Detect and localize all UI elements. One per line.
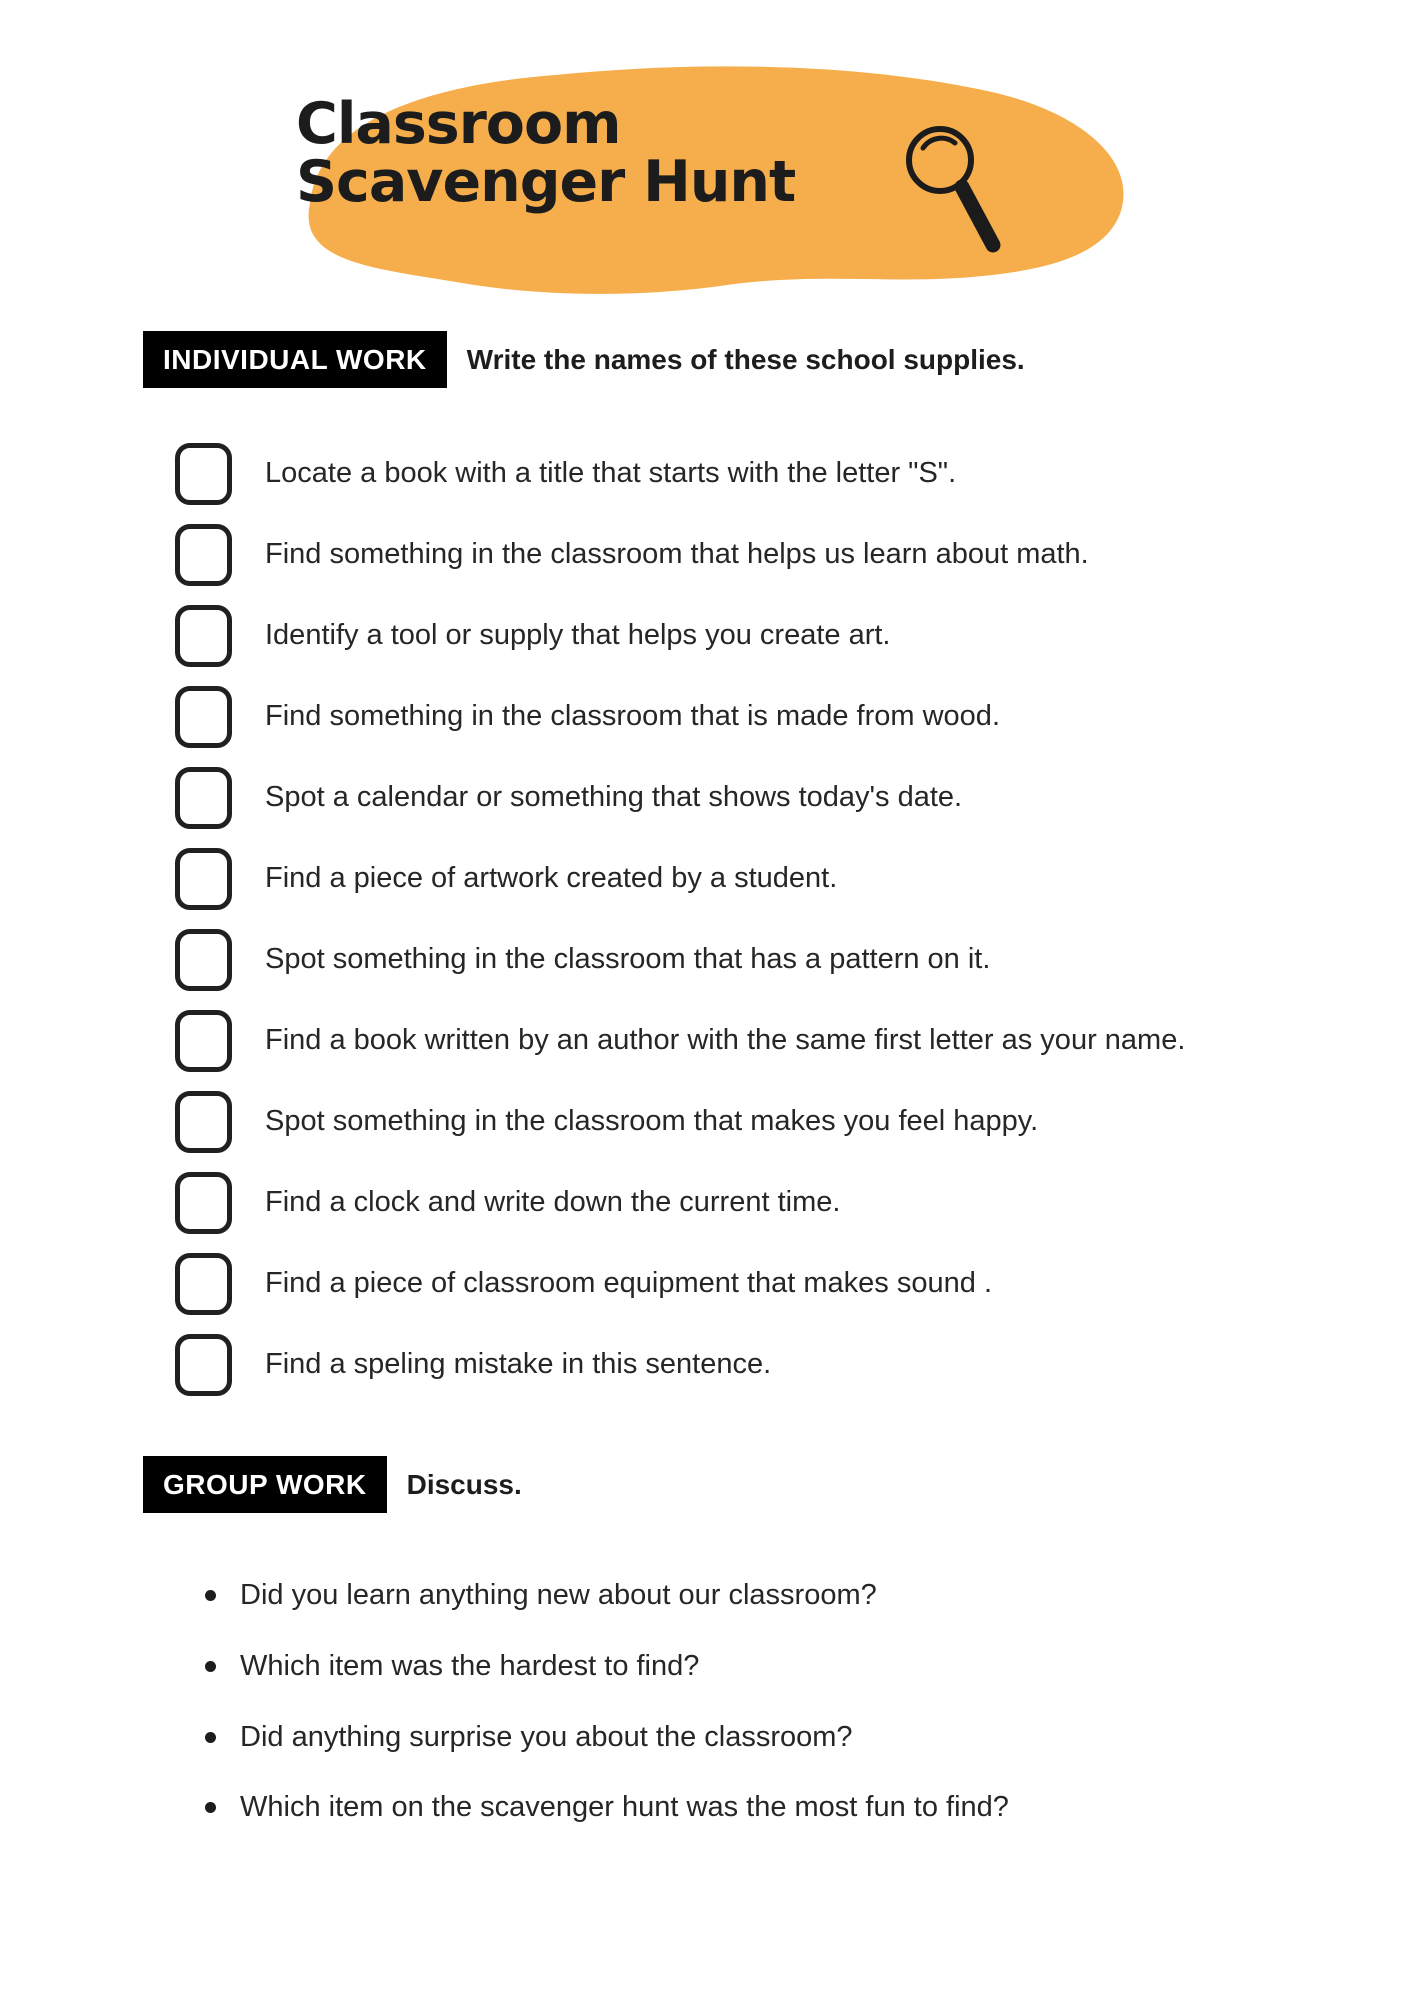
group-work-instruction: Discuss. (406, 1468, 522, 1500)
checklist-item-label: Find a piece of artwork created by a student. (265, 862, 838, 895)
checklist-row (175, 686, 1250, 748)
checklist-item-label: Spot something in the classroom that has a pattern on it. (265, 943, 991, 976)
checklist-item-label: Spot something in the classroom that makes you feel happy. (265, 1105, 1039, 1138)
checkbox[interactable] (175, 605, 232, 667)
checklist-row (175, 1253, 1250, 1315)
bullet-icon (205, 1590, 216, 1601)
discussion-questions-list (205, 1578, 1335, 1861)
individual-work-section-header (143, 331, 1025, 388)
checklist-row (175, 1091, 1250, 1153)
checklist-item-label: Find a clock and write down the current time. (265, 1186, 841, 1219)
bullet-icon (205, 1802, 216, 1813)
checklist-item-label: Find something in the classroom that is made from wood. (265, 700, 1000, 733)
checkbox[interactable] (175, 1091, 232, 1153)
group-work-section-header (143, 1456, 522, 1513)
bullet-icon (205, 1661, 216, 1672)
checklist-item-label: Spot a calendar or something that shows today's date. (265, 781, 963, 814)
discussion-question (205, 1720, 1335, 1755)
checklist-item-label: Find something in the classroom that helps us learn about math. (265, 538, 1089, 571)
individual-work-instruction: Write the names of these school supplies. (466, 343, 1025, 375)
checklist (175, 443, 1250, 1415)
checklist-row (175, 443, 1250, 505)
discussion-question-text: Did you learn anything new about our classroom? (240, 1579, 877, 1611)
checklist-row (175, 848, 1250, 910)
checklist-item-label: Find a speling mistake in this sentence. (265, 1348, 772, 1381)
checklist-item-label: Find a piece of classroom equipment that makes sound . (265, 1267, 992, 1300)
checkbox[interactable] (175, 1010, 232, 1072)
checkbox[interactable] (175, 848, 232, 910)
checklist-row (175, 929, 1250, 991)
checklist-row (175, 605, 1250, 667)
discussion-question (205, 1578, 1335, 1613)
checkbox[interactable] (175, 929, 232, 991)
checklist-row (175, 1334, 1250, 1396)
page-title (296, 91, 796, 215)
discussion-question (205, 1790, 1335, 1825)
checkbox[interactable] (175, 1172, 232, 1234)
checkbox[interactable] (175, 686, 232, 748)
checklist-row (175, 1172, 1250, 1234)
checklist-row (175, 524, 1250, 586)
page-title-line1: Classroom (296, 91, 621, 157)
discussion-question-text: Which item was the hardest to find? (240, 1649, 700, 1682)
checkbox[interactable] (175, 1334, 232, 1396)
checklist-item-label: Find a book written by an author with the same first letter as your name. (265, 1024, 1186, 1057)
checklist-item-label: Identify a tool or supply that helps you create art. (265, 619, 891, 652)
page-title-line2: Scavenger Hunt (296, 148, 796, 215)
checklist-row (175, 767, 1250, 829)
checkbox[interactable] (175, 767, 232, 829)
bullet-icon (205, 1732, 216, 1743)
magnifier-icon (897, 118, 1007, 263)
discussion-question (205, 1649, 1335, 1684)
group-work-badge: GROUP WORK (143, 1456, 387, 1513)
discussion-question-text: Which item on the scavenger hunt was the most fun to find? (240, 1791, 1009, 1824)
checklist-row (175, 1010, 1250, 1072)
checkbox[interactable] (175, 1253, 232, 1315)
individual-work-badge: INDIVIDUAL WORK (143, 331, 447, 388)
discussion-question-text: Did anything surprise you about the classroom? (240, 1720, 853, 1753)
checklist-item-label: Locate a book with a title that starts with the letter "S". (265, 457, 957, 490)
checkbox[interactable] (175, 443, 232, 505)
checkbox[interactable] (175, 524, 232, 586)
